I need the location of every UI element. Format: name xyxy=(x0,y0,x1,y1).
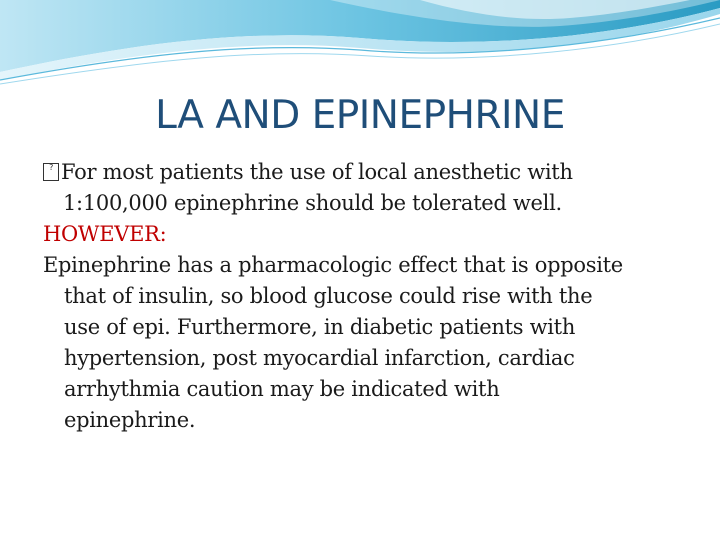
wave-header-decoration xyxy=(0,0,720,90)
paragraph-line-4: hypertension, post myocardial infarction, cardiac xyxy=(64,346,575,370)
bullet-text-line-1: For most patients the use of local anesthetic with xyxy=(61,160,573,184)
however-heading: HOWEVER: xyxy=(43,222,167,246)
bullet-text-line-2: 1:100,000 epinephrine should be tolerated well. xyxy=(63,191,562,215)
bullet-item xyxy=(43,157,703,188)
paragraph-line-5: arrhythmia caution may be indicated with xyxy=(64,377,500,401)
missing-glyph-bullet-icon: ? xyxy=(43,163,59,181)
slide-body xyxy=(43,157,703,436)
paragraph-line-2: that of insulin, so blood glucose could rise with the xyxy=(64,284,593,308)
paragraph-line-6: epinephrine. xyxy=(64,408,196,432)
paragraph-line-3: use of epi. Furthermore, in diabetic patients with xyxy=(64,315,576,339)
slide-title: LA AND EPINEPHRINE xyxy=(155,93,565,138)
paragraph-line-1: Epinephrine has a pharmacologic effect that is opposite xyxy=(43,253,623,277)
